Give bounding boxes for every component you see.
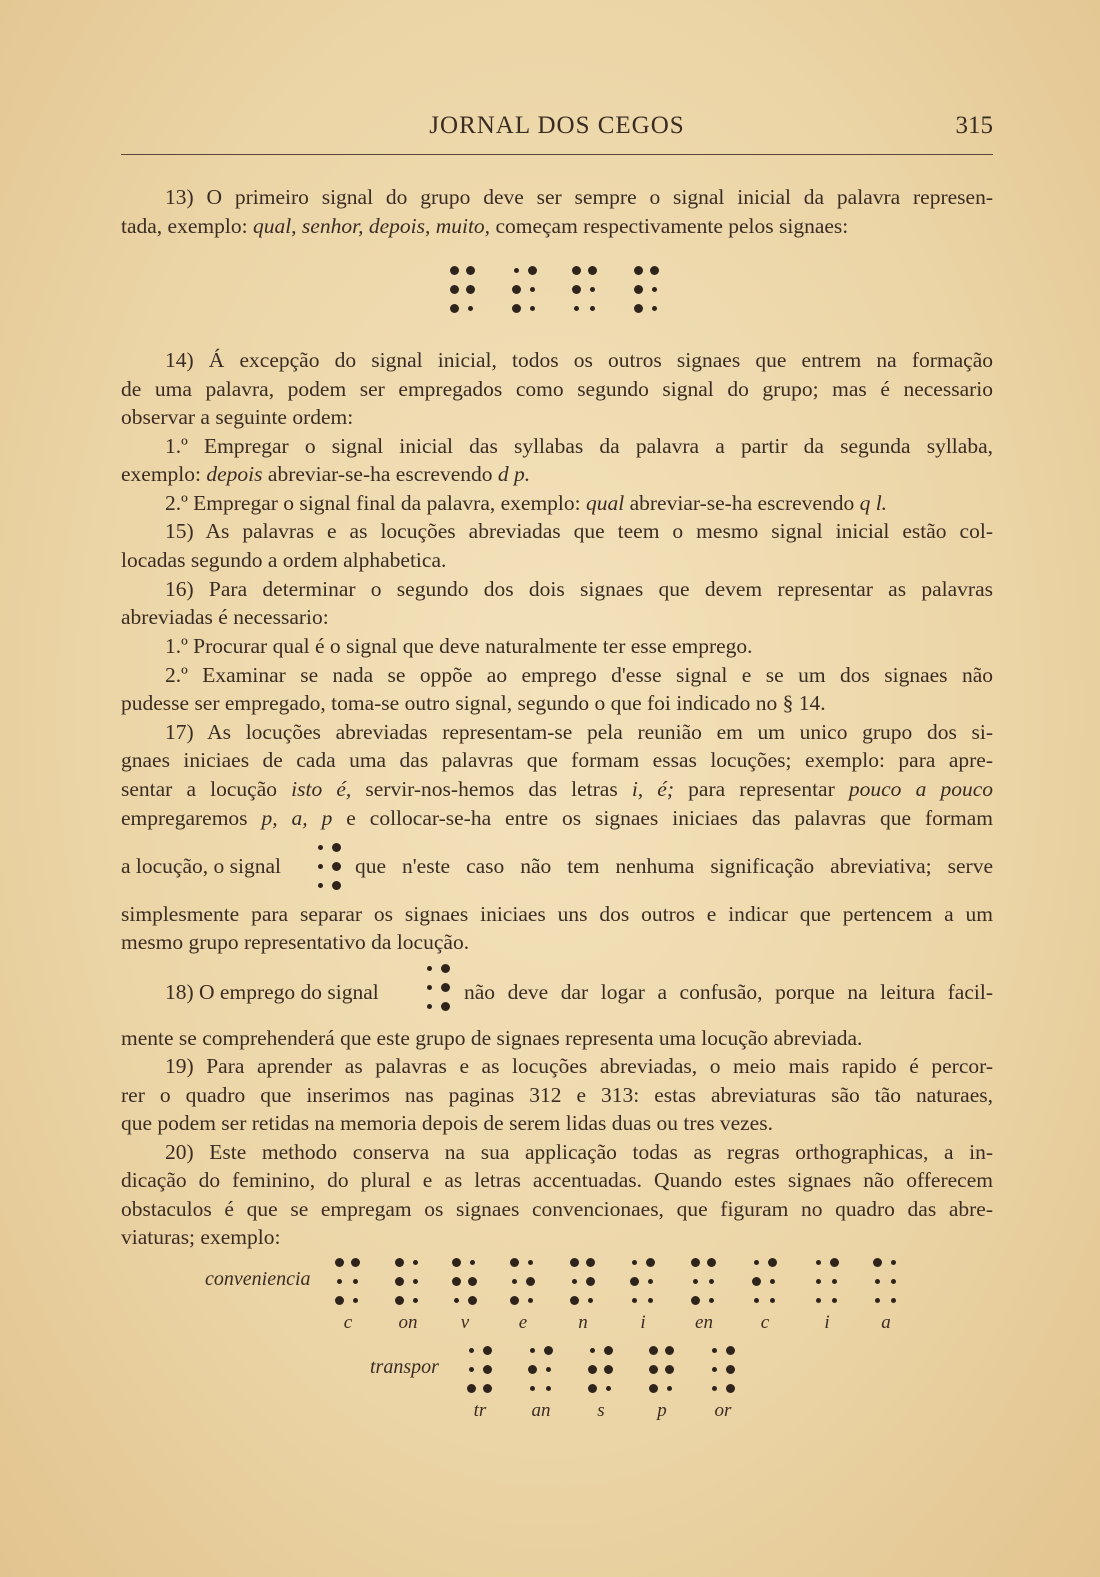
braille-dot-empty	[754, 1260, 759, 1265]
braille-dot-raised	[332, 843, 341, 852]
braille-dot-empty	[413, 1260, 418, 1265]
braille-dot-raised	[650, 266, 659, 275]
braille-dot-raised	[752, 1277, 761, 1286]
braille-dot-raised	[526, 1277, 535, 1286]
text-line: observar a seguinte ordem:	[121, 405, 354, 429]
braille-cell	[710, 1346, 734, 1388]
text-line: viaturas; exemplo:	[121, 1225, 281, 1249]
braille-dot-raised	[441, 964, 450, 973]
braille-dot-empty	[648, 1298, 653, 1303]
text-line: obstaculos é que se empregam os signaes convencionaes, que figuram no quadro das abre-	[121, 1197, 993, 1221]
braille-dot-empty	[816, 1298, 821, 1303]
braille-dot-empty	[590, 1348, 595, 1353]
braille-cell	[510, 1258, 534, 1300]
text-line: 18) O emprego do signal	[165, 980, 379, 1004]
text-line: 16) Para determinar o segundo dos dois signaes que devem representar as palavras	[165, 577, 993, 601]
braille-dot-empty	[667, 1386, 672, 1391]
text-line: simplesmente para separar os signaes iniciaes uns dos outros e indicar que pertencem a um	[121, 902, 993, 926]
braille-dot-raised	[572, 266, 581, 275]
text-line: sentar a locução isto é, servir-nos-hemos das letras i, é; para representar pouco a pouco	[121, 777, 993, 801]
braille-dot-raised	[483, 1346, 492, 1355]
braille-dot-raised	[441, 983, 450, 992]
braille-dot-raised	[452, 1277, 461, 1286]
braille-dot-empty	[648, 1279, 653, 1284]
braille-dot-raised	[528, 1365, 537, 1374]
braille-dot-raised	[830, 1258, 839, 1267]
braille-dot-empty	[590, 287, 595, 292]
braille-dot-empty	[712, 1367, 717, 1372]
braille-cell	[512, 266, 536, 308]
braille-letter-label: tr	[473, 1400, 487, 1421]
braille-separator-cell	[316, 843, 340, 885]
braille-dot-raised	[395, 1277, 404, 1286]
braille-dot-raised	[586, 1258, 595, 1267]
braille-cell	[570, 1258, 594, 1300]
braille-dot-raised	[450, 266, 459, 275]
braille-dot-empty	[832, 1298, 837, 1303]
braille-dot-empty	[530, 1386, 535, 1391]
text-line: gnaes iniciaes de cada uma das palavras que formam essas locuções; exemplo: para apre-	[121, 748, 993, 772]
braille-dot-raised	[726, 1346, 735, 1355]
braille-dot-empty	[891, 1279, 896, 1284]
braille-cell	[588, 1346, 612, 1388]
braille-dot-raised	[707, 1258, 716, 1267]
braille-dot-empty	[709, 1298, 714, 1303]
braille-dot-raised	[570, 1258, 579, 1267]
text-line: de uma palavra, podem ser empregados como segundo signal do grupo; mas é necessario	[121, 377, 993, 401]
braille-dot-empty	[530, 1348, 535, 1353]
braille-dot-empty	[590, 306, 595, 311]
braille-dot-raised	[335, 1296, 344, 1305]
braille-dot-empty	[632, 1260, 637, 1265]
braille-dot-empty	[514, 268, 519, 273]
braille-letter-label: en	[695, 1312, 713, 1333]
braille-dot-empty	[528, 1298, 533, 1303]
braille-cell	[630, 1258, 654, 1300]
braille-dot-empty	[693, 1279, 698, 1284]
text-line: locadas segundo a ordem alphabetica.	[121, 548, 447, 572]
braille-dot-empty	[546, 1386, 551, 1391]
braille-dot-raised	[332, 862, 341, 871]
braille-cell	[395, 1258, 419, 1300]
braille-dot-empty	[337, 1279, 342, 1284]
braille-dot-empty	[546, 1367, 551, 1372]
braille-cell	[649, 1346, 673, 1388]
braille-dot-raised	[450, 304, 459, 313]
braille-dot-raised	[452, 1258, 461, 1267]
braille-dot-empty	[469, 1348, 474, 1353]
braille-cell	[528, 1346, 552, 1388]
braille-dot-raised	[691, 1258, 700, 1267]
braille-dot-raised	[467, 1384, 476, 1393]
text-line: que n'este caso não tem nenhuma significação abreviativa; serve	[355, 854, 993, 878]
braille-dot-raised	[351, 1258, 360, 1267]
braille-dot-empty	[891, 1298, 896, 1303]
braille-letter-label: i	[640, 1312, 646, 1333]
braille-cell	[873, 1258, 897, 1300]
braille-dot-raised	[468, 1277, 477, 1286]
text-line: pudesse ser empregado, toma-se outro signal, segundo o que foi indicado no § 14.	[121, 691, 826, 715]
braille-letter-label: n	[578, 1312, 588, 1333]
braille-separator-cell	[425, 964, 449, 1006]
braille-letter-label: on	[398, 1312, 418, 1333]
braille-cell	[634, 266, 658, 308]
braille-dot-empty	[712, 1348, 717, 1353]
braille-dot-empty	[816, 1260, 821, 1265]
braille-cell	[450, 266, 474, 308]
braille-letter-label: i	[824, 1312, 830, 1333]
braille-dot-raised	[450, 285, 459, 294]
braille-dot-raised	[873, 1258, 882, 1267]
braille-dot-raised	[512, 285, 521, 294]
braille-dot-empty	[318, 883, 323, 888]
page-number: 315	[955, 112, 993, 139]
braille-letter-label: e	[518, 1312, 528, 1333]
braille-dot-empty	[427, 985, 432, 990]
braille-dot-empty	[832, 1279, 837, 1284]
braille-dot-empty	[528, 1260, 533, 1265]
braille-dot-raised	[570, 1296, 579, 1305]
braille-dot-raised	[726, 1384, 735, 1393]
braille-letter-label: p	[657, 1400, 667, 1421]
text-line: 15) As palavras e as locuções abreviadas que teem o mesmo signal inicial estão col-	[165, 519, 993, 543]
braille-letter-label: or	[714, 1400, 732, 1421]
text-line: que podem ser retidas na memoria depois de serem lidas duas ou tres vezes.	[121, 1111, 773, 1135]
braille-dot-raised	[604, 1346, 613, 1355]
braille-cell	[467, 1346, 491, 1388]
braille-dot-raised	[646, 1258, 655, 1267]
braille-dot-empty	[712, 1386, 717, 1391]
braille-dot-raised	[649, 1384, 658, 1393]
braille-dot-empty	[574, 306, 579, 311]
braille-dot-empty	[454, 1298, 459, 1303]
braille-letter-label: a	[881, 1312, 891, 1333]
braille-dot-raised	[665, 1346, 674, 1355]
braille-dot-raised	[586, 1277, 595, 1286]
braille-dot-raised	[634, 266, 643, 275]
braille-dot-empty	[512, 1279, 517, 1284]
braille-dot-raised	[634, 304, 643, 313]
braille-dot-empty	[318, 845, 323, 850]
braille-dot-raised	[332, 881, 341, 890]
braille-dot-raised	[395, 1296, 404, 1305]
text-line: 2.º Empregar o signal final da palavra, exemplo: qual abreviar-se-ha escrevendo q l.	[165, 491, 888, 515]
text-line: 19) Para aprender as palavras e as locuções abreviadas, o meio mais rapido é percor-	[165, 1054, 993, 1078]
journal-title: JORNAL DOS CEGOS	[429, 112, 685, 139]
braille-dot-empty	[770, 1298, 775, 1303]
braille-dot-empty	[530, 306, 535, 311]
braille-dot-empty	[353, 1298, 358, 1303]
braille-dot-empty	[632, 1298, 637, 1303]
braille-letter-label: s	[597, 1400, 605, 1421]
text-line: mesmo grupo representativo da locução.	[121, 930, 470, 954]
braille-dot-raised	[466, 285, 475, 294]
braille-dot-raised	[441, 1002, 450, 1011]
braille-dot-empty	[652, 306, 657, 311]
braille-dot-raised	[510, 1296, 519, 1305]
text-line: mente se comprehenderá que este grupo de signaes representa uma locução abreviada.	[121, 1026, 863, 1050]
text-line: empregaremos p, a, p e collocar-se-ha entre os signaes iniciaes das palavras que formam	[121, 806, 994, 830]
braille-dot-raised	[510, 1258, 519, 1267]
text-line: 14) Á excepção do signal inicial, todos os outros signaes que entrem na formação	[165, 348, 993, 372]
braille-cell	[572, 266, 596, 308]
text-line: abreviadas é necessario:	[121, 605, 329, 629]
braille-dot-empty	[816, 1279, 821, 1284]
braille-cell	[335, 1258, 359, 1300]
text-line: 1.º Empregar o signal inicial das syllabas da palavra a partir da segunda syllaba,	[165, 434, 993, 458]
braille-dot-raised	[395, 1258, 404, 1267]
text-line: rer o quadro que inserimos nas paginas 312 e 313: estas abreviaturas são tão naturaes,	[121, 1083, 993, 1107]
braille-dot-empty	[891, 1260, 896, 1265]
braille-dot-empty	[413, 1279, 418, 1284]
braille-dot-raised	[630, 1277, 639, 1286]
text-line: exemplo: depois abreviar-se-ha escrevendo d p.	[121, 462, 531, 486]
braille-dot-raised	[649, 1346, 658, 1355]
page-header	[121, 112, 993, 148]
braille-dot-raised	[768, 1258, 777, 1267]
braille-letter-label: v	[460, 1312, 470, 1333]
text-line: 20) Este methodo conserva na sua applicação todas as regras orthographicas, a in-	[165, 1140, 993, 1164]
text-line: não deve dar logar a confusão, porque na leitura facil-	[464, 980, 993, 1004]
braille-dot-empty	[468, 306, 473, 311]
braille-dot-raised	[512, 304, 521, 313]
braille-dot-raised	[528, 266, 537, 275]
text-line: dicação do feminino, do plural e as letras accentuadas. Quando estes signaes não offerecem	[121, 1168, 993, 1192]
braille-letter-label: an	[531, 1400, 551, 1421]
text-line: tada, exemplo: qual, senhor, depois, muito, começam respectivamente pelos signaes:	[121, 214, 849, 238]
braille-dot-empty	[318, 864, 323, 869]
braille-dot-raised	[634, 285, 643, 294]
braille-dot-raised	[335, 1258, 344, 1267]
example-word-label: conveniencia	[205, 1268, 311, 1290]
text-line: 1.º Procurar qual é o signal que deve naturalmente ter esse emprego.	[165, 634, 753, 658]
braille-dot-raised	[466, 266, 475, 275]
braille-dot-raised	[483, 1384, 492, 1393]
braille-dot-empty	[770, 1279, 775, 1284]
text-line: a locução, o signal	[121, 854, 282, 878]
braille-dot-empty	[875, 1298, 880, 1303]
braille-dot-empty	[530, 287, 535, 292]
braille-dot-raised	[588, 1365, 597, 1374]
braille-dot-empty	[652, 287, 657, 292]
braille-letter-label: c	[760, 1312, 770, 1333]
braille-dot-raised	[468, 1296, 477, 1305]
braille-dot-empty	[427, 1004, 432, 1009]
text-line: 2.º Examinar se nada se oppõe ao emprego d'esse signal e se um dos signaes não	[165, 663, 993, 687]
braille-dot-empty	[427, 966, 432, 971]
braille-dot-raised	[483, 1365, 492, 1374]
braille-dot-empty	[469, 1367, 474, 1372]
braille-dot-raised	[665, 1365, 674, 1374]
braille-dot-empty	[470, 1260, 475, 1265]
braille-cell	[691, 1258, 715, 1300]
braille-dot-empty	[588, 1298, 593, 1303]
braille-dot-raised	[572, 285, 581, 294]
braille-dot-raised	[726, 1365, 735, 1374]
braille-dot-raised	[649, 1365, 658, 1374]
text-line: 13) O primeiro signal do grupo deve ser sempre o signal inicial da palavra represen-	[165, 185, 993, 209]
braille-dot-raised	[588, 1384, 597, 1393]
braille-cell	[452, 1258, 476, 1300]
braille-dot-empty	[754, 1298, 759, 1303]
braille-dot-empty	[413, 1298, 418, 1303]
braille-dot-empty	[709, 1279, 714, 1284]
header-rule	[121, 154, 993, 155]
braille-dot-raised	[588, 266, 597, 275]
braille-cell	[752, 1258, 776, 1300]
braille-dot-empty	[606, 1386, 611, 1391]
braille-dot-empty	[572, 1279, 577, 1284]
text-line: 17) As locuções abreviadas representam-se pela reunião em um unico grupo dos si-	[165, 720, 993, 744]
braille-dot-raised	[691, 1296, 700, 1305]
example-word-label: transpor	[370, 1356, 439, 1378]
braille-cell	[814, 1258, 838, 1300]
braille-dot-empty	[353, 1279, 358, 1284]
braille-dot-empty	[875, 1279, 880, 1284]
braille-letter-label: c	[343, 1312, 353, 1333]
braille-dot-raised	[544, 1346, 553, 1355]
braille-dot-raised	[604, 1365, 613, 1374]
